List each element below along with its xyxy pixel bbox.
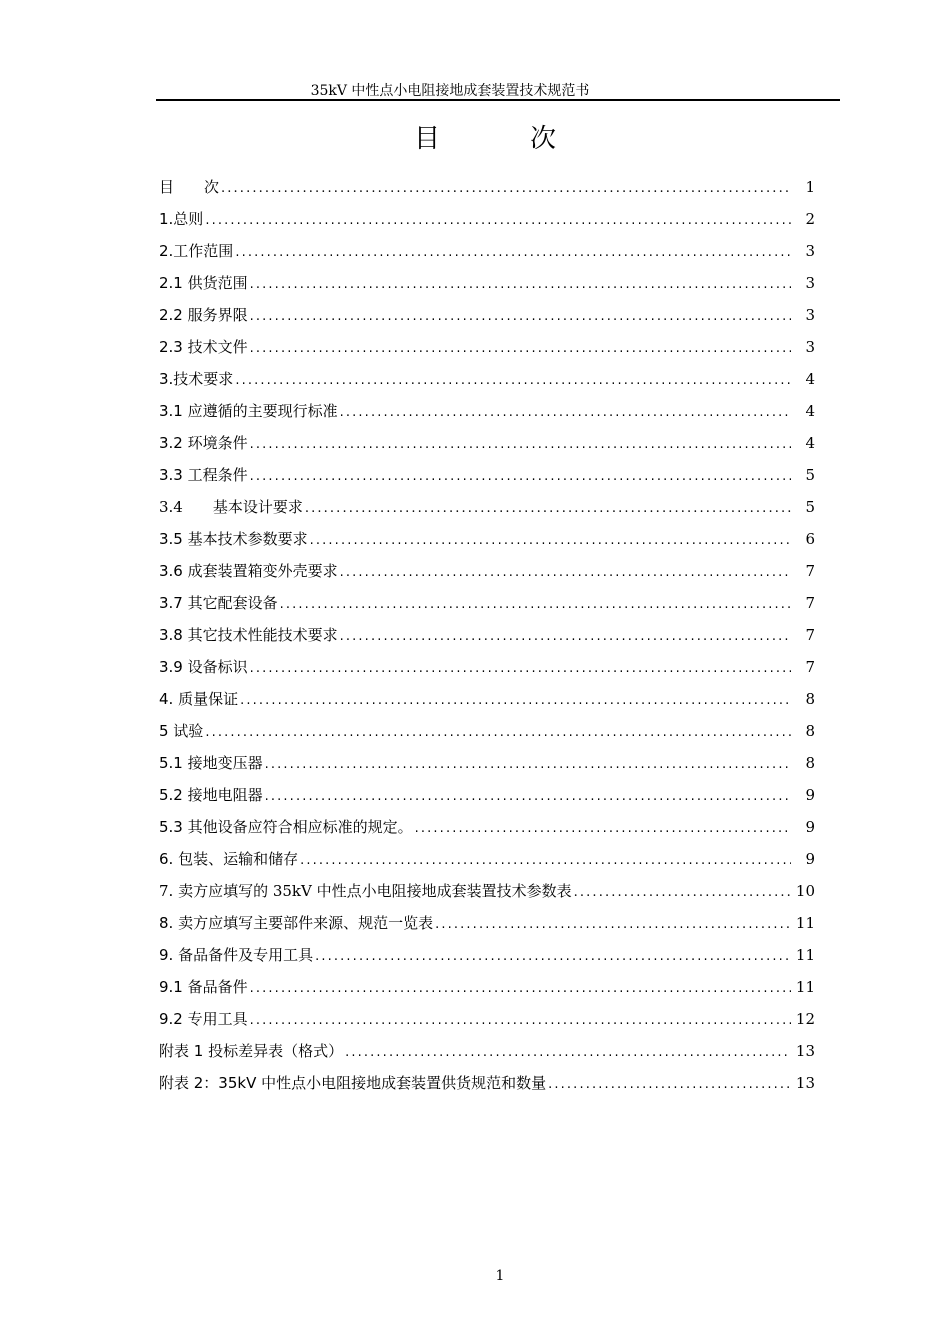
toc-dot-leader (265, 789, 791, 804)
toc-dot-leader (250, 469, 791, 484)
toc-entry-page: 8 (805, 754, 815, 772)
toc-entry[interactable] (159, 496, 815, 528)
toc-entry[interactable] (159, 304, 815, 336)
table-of-contents (159, 176, 815, 1104)
toc-entry-label: 附表 2：35kV 中性点小电阻接地成套装置供货规范和数量 (159, 1074, 547, 1092)
toc-entry[interactable] (159, 1040, 815, 1072)
toc-entry-label: 7. 卖方应填写的 35kV 中性点小电阻接地成套装置技术参数表 (159, 882, 572, 900)
toc-dot-leader (415, 821, 791, 836)
toc-entry-page: 7 (805, 626, 815, 644)
toc-entry-page: 6 (805, 530, 815, 548)
toc-entry-label: 附表 1 投标差异表（格式） (159, 1042, 344, 1060)
header-rule (156, 99, 840, 101)
toc-entry-page: 5 (805, 466, 815, 484)
toc-entry-page: 4 (805, 370, 815, 388)
toc-entry-label: 3.5 基本技术参数要求 (159, 530, 308, 548)
toc-dot-leader (250, 661, 791, 676)
toc-entry[interactable] (159, 976, 815, 1008)
toc-entry-page: 8 (805, 690, 815, 708)
toc-entry-label: 3.2 环境条件 (159, 434, 248, 452)
toc-dot-leader (574, 885, 791, 900)
toc-entry-label: 3.1 应遵循的主要现行标准 (159, 402, 338, 420)
toc-dot-leader (221, 181, 791, 196)
toc-entry[interactable] (159, 848, 815, 880)
toc-entry[interactable] (159, 592, 815, 624)
toc-dot-leader (235, 373, 791, 388)
toc-entry-label: 3.6 成套装置箱变外壳要求 (159, 562, 338, 580)
toc-entry-label: 9.2 专用工具 (159, 1010, 248, 1028)
toc-entry-page: 9 (805, 818, 815, 836)
toc-entry-label: 9. 备品备件及专用工具 (159, 946, 314, 964)
toc-entry-label: 9.1 备品备件 (159, 978, 248, 996)
toc-entry-page: 11 (795, 946, 815, 964)
toc-entry[interactable] (159, 656, 815, 688)
page-title: 目 次 (413, 124, 588, 154)
toc-entry[interactable] (159, 784, 815, 816)
toc-entry-page: 3 (805, 242, 815, 260)
toc-entry[interactable] (159, 720, 815, 752)
toc-entry-page: 12 (795, 1010, 815, 1028)
toc-entry-page: 3 (805, 338, 815, 356)
toc-entry-label: 2.2 服务界限 (159, 306, 248, 324)
toc-entry[interactable] (159, 624, 815, 656)
toc-entry-label: 3.3 工程条件 (159, 466, 248, 484)
toc-entry[interactable] (159, 336, 815, 368)
toc-dot-leader (205, 213, 791, 228)
toc-entry-page: 7 (805, 658, 815, 676)
toc-dot-leader (340, 565, 791, 580)
toc-entry-label: 2.1 供货范围 (159, 274, 248, 292)
toc-dot-leader (205, 725, 791, 740)
toc-entry-label: 6. 包装、运输和储存 (159, 850, 299, 868)
toc-entry[interactable] (159, 528, 815, 560)
toc-entry[interactable] (159, 464, 815, 496)
toc-entry[interactable] (159, 176, 815, 208)
toc-entry-page: 7 (805, 594, 815, 612)
toc-entry-label: 4. 质量保证 (159, 690, 239, 708)
toc-entry-label: 5 试验 (159, 722, 204, 740)
toc-entry-page: 4 (805, 434, 815, 452)
toc-dot-leader (250, 981, 791, 996)
toc-dot-leader (280, 597, 791, 612)
toc-entry-label: 5.2 接地电阻器 (159, 786, 263, 804)
toc-entry-label: 8. 卖方应填写主要部件来源、规范一览表 (159, 914, 434, 932)
toc-entry[interactable] (159, 240, 815, 272)
toc-entry[interactable] (159, 912, 815, 944)
toc-entry-page: 7 (805, 562, 815, 580)
toc-entry-page: 2 (805, 210, 815, 228)
toc-dot-leader (548, 1077, 791, 1092)
toc-dot-leader (250, 309, 791, 324)
toc-entry[interactable] (159, 400, 815, 432)
toc-dot-leader (250, 277, 791, 292)
toc-dot-leader (435, 917, 791, 932)
toc-entry-label: 3.4 基本设计要求 (159, 498, 303, 516)
toc-dot-leader (340, 405, 791, 420)
toc-dot-leader (265, 757, 791, 772)
toc-dot-leader (315, 949, 791, 964)
toc-entry-page: 3 (805, 306, 815, 324)
toc-dot-leader (340, 629, 791, 644)
running-header: 35kV 中性点小电阻接地成套装置技术规范书 (310, 83, 590, 99)
toc-entry[interactable] (159, 880, 815, 912)
toc-entry-label: 3.8 其它技术性能技术要求 (159, 626, 338, 644)
toc-entry-label: 2.3 技术文件 (159, 338, 248, 356)
toc-entry-page: 13 (795, 1042, 815, 1060)
toc-entry[interactable] (159, 272, 815, 304)
toc-dot-leader (300, 853, 791, 868)
toc-entry-page: 1 (805, 178, 815, 196)
toc-dot-leader (305, 501, 791, 516)
toc-entry[interactable] (159, 1072, 815, 1104)
page-number: 1 (495, 1268, 505, 1284)
toc-entry[interactable] (159, 752, 815, 784)
toc-entry[interactable] (159, 688, 815, 720)
toc-entry-page: 10 (795, 882, 815, 900)
toc-entry-page: 11 (795, 914, 815, 932)
toc-dot-leader (240, 693, 791, 708)
toc-entry-label: 3.7 其它配套设备 (159, 594, 278, 612)
toc-entry-label: 2.工作范围 (159, 242, 234, 260)
toc-dot-leader (250, 341, 791, 356)
toc-entry[interactable] (159, 816, 815, 848)
toc-dot-leader (235, 245, 791, 260)
toc-entry-page: 11 (795, 978, 815, 996)
toc-entry-page: 9 (805, 786, 815, 804)
toc-entry-label: 目 次 (159, 178, 220, 196)
toc-entry[interactable] (159, 368, 815, 400)
toc-entry-page: 5 (805, 498, 815, 516)
toc-entry-label: 5.3 其他设备应符合相应标准的规定。 (159, 818, 413, 836)
toc-entry-page: 13 (795, 1074, 815, 1092)
toc-entry[interactable] (159, 560, 815, 592)
toc-entry-page: 4 (805, 402, 815, 420)
toc-dot-leader (250, 437, 791, 452)
toc-entry-label: 1.总则 (159, 210, 204, 228)
toc-entry-page: 3 (805, 274, 815, 292)
toc-dot-leader (250, 1013, 791, 1028)
toc-entry[interactable] (159, 944, 815, 976)
toc-entry-label: 3.9 设备标识 (159, 658, 248, 676)
toc-dot-leader (345, 1045, 791, 1060)
toc-entry-label: 3.技术要求 (159, 370, 234, 388)
toc-entry-label: 5.1 接地变压器 (159, 754, 263, 772)
toc-dot-leader (310, 533, 791, 548)
toc-entry[interactable] (159, 1008, 815, 1040)
toc-entry-page: 8 (805, 722, 815, 740)
toc-entry[interactable] (159, 432, 815, 464)
toc-entry-page: 9 (805, 850, 815, 868)
toc-entry[interactable] (159, 208, 815, 240)
